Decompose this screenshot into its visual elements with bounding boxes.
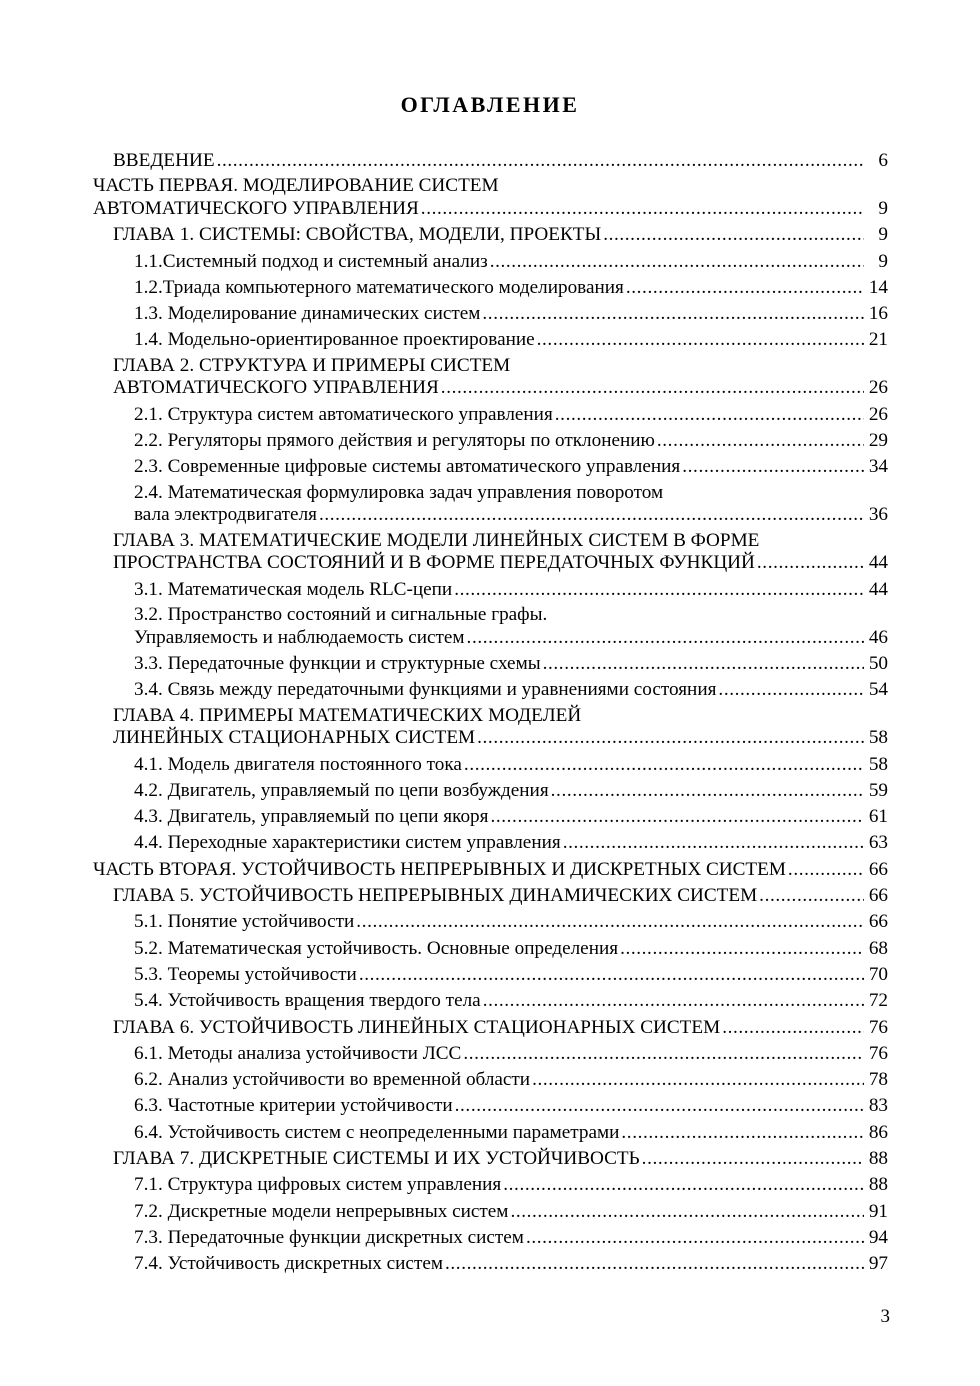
toc-entry[interactable] (93, 704, 888, 752)
toc-entry[interactable] (93, 174, 888, 222)
toc-entry-title: 4.3. Двигатель, управляемый по цепи якоря (134, 806, 489, 828)
toc-entry-title: 4.2. Двигатель, управляемый по цепи возбуждения (134, 779, 549, 801)
toc-entry-title: 7.4. Устойчивость дискретных систем (134, 1253, 443, 1275)
leader-dots (483, 988, 864, 1014)
leader-dots (526, 1225, 864, 1251)
toc-entry[interactable] (93, 428, 888, 454)
leader-dots (359, 962, 864, 988)
toc-entry-page: 26 (868, 377, 888, 399)
toc-entry-title: Управляемость и наблюдаемость систем (134, 626, 465, 648)
toc-entry-page: 63 (868, 832, 888, 854)
leader-dots (482, 301, 864, 327)
leader-dots (722, 1015, 864, 1041)
toc-entry-title: ГЛАВА 6. УСТОЙЧИВОСТЬ ЛИНЕЙНЫХ СТАЦИОНАРНЫХ СИСТЕМ (113, 1016, 721, 1038)
toc-entry-title: 2.1. Структура систем автоматического управления (134, 403, 553, 425)
toc-entry-title: 3.1. Математическая модель RLC-цепи (134, 578, 453, 600)
toc-entry-title: 5.2. Математическая устойчивость. Основные определения (134, 937, 619, 959)
toc-entry[interactable] (93, 804, 888, 830)
leader-dots (467, 625, 864, 651)
toc-entry[interactable] (93, 327, 888, 353)
toc-entry[interactable] (93, 830, 888, 856)
leader-dots (490, 249, 864, 275)
toc-entry[interactable] (93, 857, 888, 883)
toc-entry[interactable] (93, 936, 888, 962)
toc-entry-page: 21 (868, 329, 888, 351)
toc-entry-page: 14 (868, 276, 888, 298)
toc-entry-title-line1: 2.4. Математическая формулировка задач управления поворотом (134, 481, 664, 503)
toc-entry-page: 34 (868, 456, 888, 478)
leader-dots (657, 428, 864, 454)
leader-dots (455, 1093, 864, 1119)
leader-dots (503, 1172, 864, 1198)
toc-entry-page: 9 (878, 224, 888, 246)
toc-entry-page: 9 (878, 198, 888, 219)
toc-entry-page: 88 (868, 1148, 888, 1170)
toc-entry[interactable] (93, 1093, 888, 1119)
toc-entry[interactable] (93, 1146, 888, 1172)
leader-dots (421, 196, 864, 222)
toc-entry[interactable] (93, 529, 888, 577)
toc-entry-page: 44 (868, 552, 888, 574)
leader-dots (454, 577, 864, 603)
page-number: 3 (880, 1306, 890, 1327)
toc-entry-page: 66 (868, 911, 888, 933)
toc-entry-title: 5.1. Понятие устойчивости (134, 911, 355, 933)
toc-entry-title: 7.2. Дискретные модели непрерывных систем (134, 1200, 509, 1222)
toc-entry-title: 1.1.Системный подход и системный анализ (134, 250, 488, 272)
toc-entry-title: 3.4. Связь между передаточными функциями и уравнениями состояния (134, 679, 717, 701)
leader-dots (621, 1120, 864, 1146)
toc-entry[interactable] (93, 249, 888, 275)
leader-dots (464, 752, 864, 778)
toc-entry-title: 1.3. Моделирование динамических систем (134, 303, 481, 325)
leader-dots (551, 778, 864, 804)
toc-entry-title: ГЛАВА 7. ДИСКРЕТНЫЕ СИСТЕМЫ И ИХ УСТОЙЧИВОСТЬ (113, 1148, 640, 1170)
toc-entry-page: 44 (868, 578, 888, 600)
leader-dots (642, 1146, 864, 1172)
toc-entry[interactable] (93, 222, 888, 248)
toc-entry-title: ГЛАВА 1. СИСТЕМЫ: СВОЙСТВА, МОДЕЛИ, ПРОЕКТЫ (113, 224, 602, 246)
leader-dots (759, 883, 864, 909)
toc-entry[interactable] (93, 677, 888, 703)
leader-dots (788, 857, 864, 883)
toc-entry-title: 3.3. Передаточные функции и структурные схемы (134, 652, 541, 674)
toc-entry[interactable] (93, 1225, 888, 1251)
toc-entry-page: 36 (868, 504, 888, 526)
toc-entry-title: АВТОМАТИЧЕСКОГО УПРАВЛЕНИЯ (93, 198, 419, 219)
toc-entry[interactable] (93, 1041, 888, 1067)
toc-entry-page: 66 (868, 858, 888, 880)
toc-entry-title-line1: ГЛАВА 3. МАТЕМАТИЧЕСКИЕ МОДЕЛИ ЛИНЕЙНЫХ СИСТЕМ В ФОРМЕ (113, 529, 760, 551)
toc-entry-page: 29 (868, 430, 888, 452)
toc-entry[interactable] (93, 909, 888, 935)
toc-entry-title: ЛИНЕЙНЫХ СТАЦИОНАРНЫХ СИСТЕМ (113, 727, 476, 749)
toc-entry-page: 76 (868, 1042, 888, 1064)
toc-entry[interactable] (93, 301, 888, 327)
toc-entry-page: 54 (868, 679, 888, 701)
toc-entry-page: 58 (868, 727, 888, 749)
toc-entry-title-line1: ЧАСТЬ ПЕРВАЯ. МОДЕЛИРОВАНИЕ СИСТЕМ (93, 175, 499, 197)
toc-entry[interactable] (93, 1067, 888, 1093)
toc-entry-page: 83 (868, 1095, 888, 1117)
toc-entry[interactable] (93, 752, 888, 778)
toc-entry-page: 66 (868, 885, 888, 907)
leader-dots (620, 936, 864, 962)
toc-entry[interactable] (93, 651, 888, 677)
toc-entry-title: 5.3. Теоремы устойчивости (134, 963, 357, 985)
leader-dots (532, 1067, 864, 1093)
leader-dots (537, 327, 864, 353)
toc-entry-title: 1.4. Модельно-ориентированное проектирование (134, 329, 535, 351)
toc-entry-title: ПРОСТРАНСТВА СОСТОЯНИЙ И В ФОРМЕ ПЕРЕДАТОЧНЫХ ФУНКЦИЙ (113, 552, 755, 574)
toc-entry-title: 4.4. Переходные характеристики систем управления (134, 832, 561, 854)
toc-entry-page: 97 (868, 1253, 888, 1275)
toc-entry-page: 91 (868, 1200, 888, 1222)
leader-dots (757, 550, 864, 576)
toc-entry-title: ЧАСТЬ ВТОРАЯ. УСТОЙЧИВОСТЬ НЕПРЕРЫВНЫХ И ДИСКРЕТНЫХ СИСТЕМ (93, 858, 786, 880)
toc-entry[interactable] (93, 778, 888, 804)
leader-dots (563, 830, 864, 856)
toc-entry-page: 50 (868, 652, 888, 674)
table-of-contents (93, 148, 888, 1278)
leader-dots (490, 804, 864, 830)
toc-entry-page: 78 (868, 1069, 888, 1091)
leader-dots (441, 375, 864, 401)
toc-entry-page: 70 (868, 963, 888, 985)
toc-entry[interactable] (93, 1199, 888, 1225)
toc-entry-page: 59 (868, 779, 888, 801)
leader-dots (356, 909, 864, 935)
toc-entry[interactable] (93, 402, 888, 428)
toc-entry-title: 6.2. Анализ устойчивости во временной области (134, 1069, 531, 1091)
leader-dots (510, 1199, 864, 1225)
toc-entry[interactable] (93, 883, 888, 909)
leader-dots (445, 1251, 864, 1277)
toc-entry[interactable] (93, 148, 888, 174)
leader-dots (463, 1041, 864, 1067)
toc-entry-page: 6 (878, 150, 888, 171)
toc-entry-page: 86 (868, 1121, 888, 1143)
toc-entry[interactable] (93, 275, 888, 301)
toc-entry-page: 9 (878, 250, 888, 272)
toc-entry[interactable] (93, 603, 888, 651)
leader-dots (626, 275, 864, 301)
toc-entry[interactable] (93, 354, 888, 402)
toc-entry-page: 58 (868, 753, 888, 775)
toc-entry-title: 1.2.Триада компьютерного математического моделирования (134, 276, 624, 298)
toc-entry-title: 2.3. Современные цифровые системы автоматического управления (134, 456, 681, 478)
toc-entry[interactable] (93, 1120, 888, 1146)
toc-entry-page: 72 (868, 990, 888, 1012)
toc-entry-page: 76 (868, 1016, 888, 1038)
toc-entry-title: ВВЕДЕНИЕ (113, 150, 215, 171)
page-title: ОГЛАВЛЕНИЕ (400, 92, 580, 117)
toc-entry-title: ГЛАВА 5. УСТОЙЧИВОСТЬ НЕПРЕРЫВНЫХ ДИНАМИЧЕСКИХ СИСТЕМ (113, 885, 758, 907)
toc-entry[interactable] (93, 1172, 888, 1198)
toc-entry-title: 6.4. Устойчивость систем с неопределенными параметрами (134, 1121, 620, 1143)
leader-dots (477, 725, 864, 751)
toc-entry[interactable] (93, 988, 888, 1014)
toc-entry-title: 6.1. Методы анализа устойчивости ЛСС (134, 1042, 462, 1064)
toc-entry-title: 4.1. Модель двигателя постоянного тока (134, 753, 462, 775)
toc-entry-page: 46 (868, 626, 888, 648)
leader-dots (682, 454, 864, 480)
toc-entry-page: 26 (868, 403, 888, 425)
toc-entry-title: 7.1. Структура цифровых систем управления (134, 1174, 502, 1196)
toc-entry-page: 61 (868, 806, 888, 828)
toc-entry-title-line1: ГЛАВА 4. ПРИМЕРЫ МАТЕМАТИЧЕСКИХ МОДЕЛЕЙ (113, 704, 582, 726)
toc-entry-page: 68 (868, 937, 888, 959)
toc-entry-title-line1: 3.2. Пространство состояний и сигнальные графы. (134, 603, 548, 625)
toc-entry-page: 16 (868, 303, 888, 325)
toc-entry-title: 5.4. Устойчивость вращения твердого тела (134, 990, 481, 1012)
toc-entry[interactable] (93, 481, 888, 529)
leader-dots (319, 502, 864, 528)
leader-dots (718, 677, 864, 703)
toc-entry-page: 88 (868, 1174, 888, 1196)
leader-dots (217, 148, 864, 174)
toc-entry-title: вала электродвигателя (134, 504, 317, 526)
toc-entry-page: 94 (868, 1226, 888, 1248)
toc-entry-title: АВТОМАТИЧЕСКОГО УПРАВЛЕНИЯ (113, 377, 439, 399)
toc-entry-title-line1: ГЛАВА 2. СТРУКТУРА И ПРИМЕРЫ СИСТЕМ (113, 354, 511, 376)
leader-dots (603, 222, 864, 248)
toc-entry[interactable] (93, 577, 888, 603)
toc-entry-title: 6.3. Частотные критерии устойчивости (134, 1095, 453, 1117)
toc-entry-title: 2.2. Регуляторы прямого действия и регуляторы по отклонению (134, 430, 655, 452)
leader-dots (555, 402, 864, 428)
toc-entry[interactable] (93, 1251, 888, 1277)
toc-entry-title: 7.3. Передаточные функции дискретных систем (134, 1226, 524, 1248)
toc-entry[interactable] (93, 454, 888, 480)
toc-entry[interactable] (93, 1015, 888, 1041)
leader-dots (543, 651, 864, 677)
toc-entry[interactable] (93, 962, 888, 988)
